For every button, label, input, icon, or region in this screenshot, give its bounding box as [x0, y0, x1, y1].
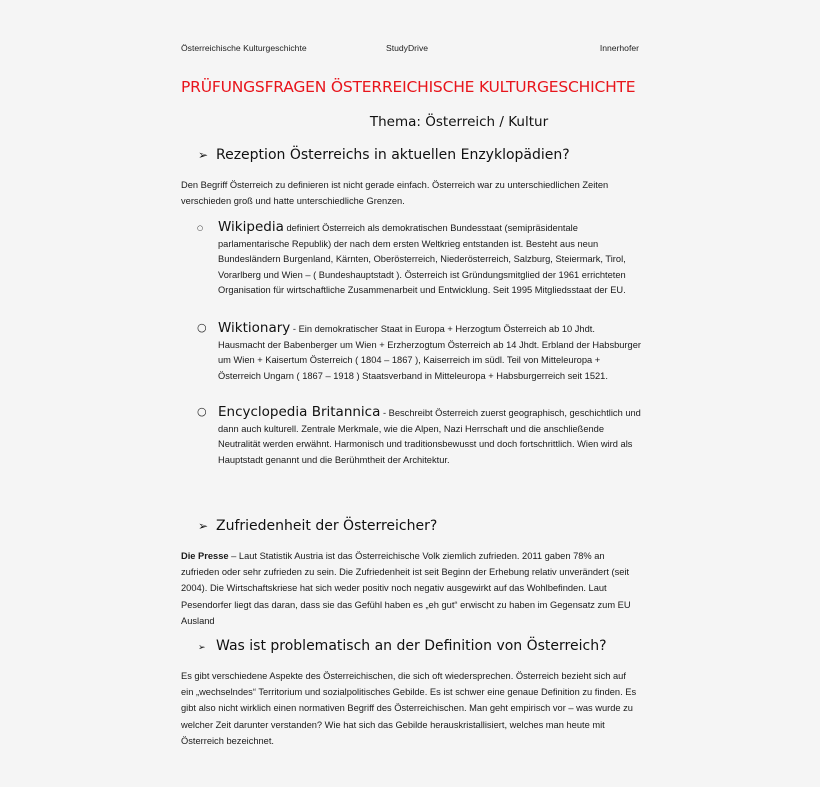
- arrow-bullet-icon: ➢: [198, 519, 209, 533]
- document-title: PRÜFUNGSFRAGEN ÖSTERREICHISCHE KULTURGESCHICHTE: [181, 78, 636, 96]
- separator: -: [380, 408, 389, 418]
- list-item-britannica: [197, 405, 642, 468]
- heading-text: Rezeption Österreichs in aktuellen Enzyklopädien?: [216, 147, 570, 163]
- list-item-wikipedia: [197, 220, 642, 299]
- term-description: Ein demokratischer Staat in Europa + Herzogtum Österreich ab 10 Jhdt. Hausmacht der Babenberger um Wien + Erzherzogtum Österreich ab 14 Jhdt. Erbland der Habsburger um Wien + Kaisertum Österreich ( 1804 – 1867 ), Kaiserreich im südl. Teil von Mitteleuropa + Österreich Ungarn ( 1867 – 1918 ) Staatsverband in Mitteleuropa + Habsburgerreich seit 1521.: [218, 324, 641, 381]
- section-heading-definition: [198, 638, 607, 654]
- section-paragraph-definition: Es gibt verschiedene Aspekte des Österreichischen, die sich oft wiedersprechen. Österreich bezieht sich auf ein „wechselndes“ Territorium und sozialpolitisches Gebilde. Es ist schwer eine genaue Definition zu finden. Es gibt also nicht wirklich einen normativen Begriff des Österreichischen. Man geht empirisch vor – was wurde zu welcher Zeit darunter verstanden? Wie hat sich das Gebilde herauskristallisiert, welches man heute mit Österreich bezeichnet.: [181, 671, 637, 746]
- section-heading-zufriedenheit: [198, 518, 437, 534]
- document-subtitle: [181, 114, 639, 130]
- separator: -: [290, 324, 299, 334]
- term-label: Encyclopedia Britannica: [218, 404, 381, 420]
- source-label: Die Presse: [181, 551, 229, 561]
- section-heading-rezeption: [198, 147, 570, 163]
- list-item-wiktionary: [197, 321, 642, 384]
- list-item-text: [218, 405, 642, 468]
- subtitle-text: Thema: Österreich / Kultur: [369, 114, 549, 130]
- header-course-name: Österreichische Kulturgeschichte: [181, 43, 307, 53]
- arrow-bullet-icon: ➢: [198, 148, 209, 162]
- term-label: Wiktionary: [218, 320, 291, 336]
- circle-bullet-icon: ○: [197, 224, 204, 232]
- heading-text: Zufriedenheit der Österreicher?: [216, 518, 438, 534]
- list-item-text: [218, 220, 642, 299]
- circle-bullet-icon: ○: [197, 405, 207, 418]
- term-description: definiert Österreich als demokratischen Bundesstaat (semipräsidentale parlamentarische Republik) der nach dem ersten Weltkrieg entstanden ist. Besteht aus neun Bundesländern Burgenland, Kärnten, Oberösterreich, Niederösterreich, Salzburg, Steiermark, Tirol, Vorarlberg und Wien – ( Bundeshauptstadt ). Österreich ist Gründungsmitglied der 1961 errichteten Organisation für wirtschaftliche Zusammenarbeit und Entwicklung. Seit 1995 Mitgliedsstaat der EU.: [218, 223, 626, 296]
- paragraph-text: – Laut Statistik Austria ist das Österreichische Volk ziemlich zufrieden. 2011 gaben 78% an zufrieden oder sehr zufrieden zu sein. Die Zufriedenheit ist seit Beginn der Erhebung relativ unverändert (seit 2004). Die Wirtschaftskriese hat sich weder positiv noch negativ ausgewirkt auf das Wohlbefinden. Laut Pesendorfer liegt das daran, dass sie das Gefühl haben es „eh gut“ erwischt zu haben im Gegensatz zum EU Ausland: [181, 551, 631, 626]
- list-item-text: [218, 321, 642, 384]
- section-paragraph-zufriedenheit: [181, 548, 639, 629]
- term-description: Beschreibt Österreich zuerst geographisch, geschichtlich und dann auch kulturell. Zentrale Merkmale, wie die Alpen, Nazi Herrschaft und die anschließende Neutralität werden erwähnt. Harmonisch und traditionsbewusst und doch fortschrittlich. Wien wird als Hauptstadt genannt und die Berühmtheit der Architektur.: [218, 408, 641, 465]
- page-header: [181, 43, 639, 57]
- arrow-bullet-icon: ➢: [198, 643, 206, 653]
- heading-text: Was ist problematisch an der Definition von Österreich?: [216, 638, 607, 654]
- section-intro-paragraph: Den Begriff Österreich zu definieren ist nicht gerade einfach. Österreich war zu unterschiedlichen Zeiten verschieden groß und hatte unterschiedliche Grenzen.: [181, 180, 609, 207]
- circle-bullet-icon: ○: [197, 321, 207, 334]
- header-author: Innerhofer: [599, 43, 639, 53]
- term-label: Wikipedia: [218, 219, 284, 235]
- header-source: StudyDrive: [386, 43, 429, 53]
